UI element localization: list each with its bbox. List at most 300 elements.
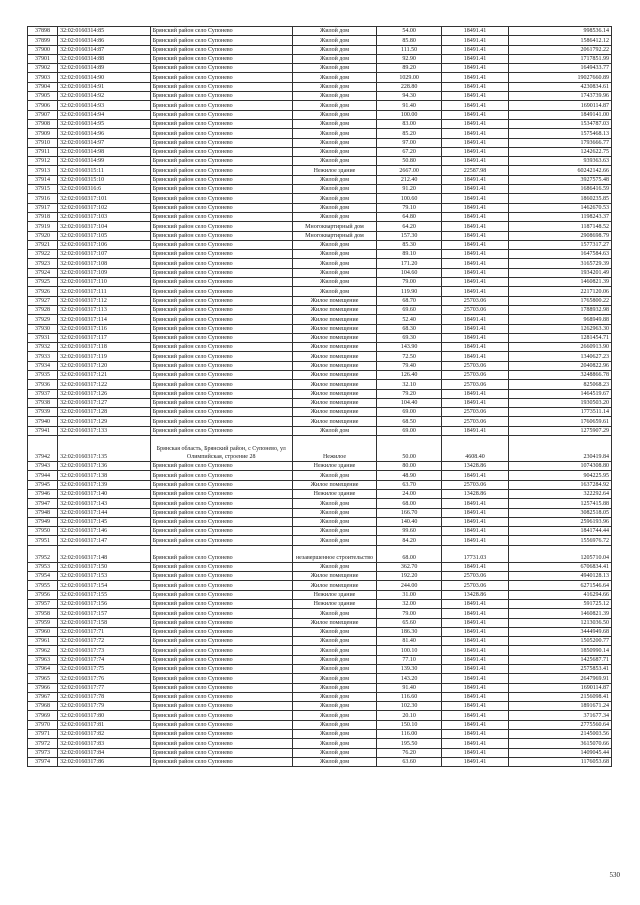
row-number-cell: 37898 bbox=[28, 27, 58, 36]
table-row bbox=[28, 436, 612, 462]
cadastral-value-cell: 3248866.78 bbox=[509, 370, 612, 379]
address-cell: Брянский район село Супонево bbox=[150, 462, 292, 471]
area-cell: 48.90 bbox=[377, 471, 442, 480]
object-type-cell: Жилой дом bbox=[292, 683, 376, 692]
table-row bbox=[28, 147, 612, 156]
row-number-cell: 37948 bbox=[28, 508, 58, 517]
address-cell: Брянский район село Супонево bbox=[150, 27, 292, 36]
cadastral-value-cell: 4230834.61 bbox=[509, 82, 612, 91]
unit-rate-cell: 18491.41 bbox=[441, 110, 508, 119]
object-type-cell: Жилой дом bbox=[292, 250, 376, 259]
cadastral-value-cell: 1462670.53 bbox=[509, 203, 612, 212]
object-type-cell: Жилой дом bbox=[292, 471, 376, 480]
cadastral-value-cell: 1505200.77 bbox=[509, 637, 612, 646]
row-number-cell: 37974 bbox=[28, 757, 58, 766]
row-number-cell: 37923 bbox=[28, 259, 58, 268]
object-type-cell: Жилой дом bbox=[292, 101, 376, 110]
cadastral-value-cell: 1275907.29 bbox=[509, 426, 612, 435]
cadastral-value-cell: 1717851.99 bbox=[509, 54, 612, 63]
object-type-cell: Жилое помещение bbox=[292, 480, 376, 489]
area-cell: 65.60 bbox=[377, 618, 442, 627]
table-row bbox=[28, 692, 612, 701]
address-cell: Брянский район село Супонево bbox=[150, 82, 292, 91]
area-cell: 69.00 bbox=[377, 408, 442, 417]
row-number-cell: 37960 bbox=[28, 627, 58, 636]
row-number-cell: 37916 bbox=[28, 194, 58, 203]
address-cell: Брянский район село Супонево bbox=[150, 599, 292, 608]
cadastral-value-cell: 1409045.44 bbox=[509, 748, 612, 757]
row-number-cell: 37917 bbox=[28, 203, 58, 212]
unit-rate-cell: 18491.41 bbox=[441, 665, 508, 674]
row-number-cell: 37901 bbox=[28, 54, 58, 63]
table-row bbox=[28, 333, 612, 342]
address-cell: Брянский район село Супонево bbox=[150, 305, 292, 314]
address-cell: Брянский район село Супонево bbox=[150, 389, 292, 398]
cadastral-value-cell: 1760659.61 bbox=[509, 417, 612, 426]
row-number-cell: 37903 bbox=[28, 73, 58, 82]
cadastral-number-cell: 32:02:0160317:118 bbox=[58, 343, 151, 352]
table-row bbox=[28, 119, 612, 128]
object-type-cell: Жилой дом bbox=[292, 203, 376, 212]
table-row bbox=[28, 711, 612, 720]
cadastral-value-cell: 1198243.37 bbox=[509, 212, 612, 221]
object-type-cell: Жилой дом bbox=[292, 92, 376, 101]
object-type-cell: Жилой дом bbox=[292, 64, 376, 73]
object-type-cell: Жилой дом bbox=[292, 536, 376, 545]
unit-rate-cell: 25703.06 bbox=[441, 370, 508, 379]
area-cell: 99.60 bbox=[377, 527, 442, 536]
cadastral-number-cell: 32:02:0160317:154 bbox=[58, 581, 151, 590]
row-number-cell: 37935 bbox=[28, 370, 58, 379]
address-cell: Брянская область, Брянский район, с Супонево, ул Олимпийская, строение 28 bbox=[150, 436, 292, 462]
object-type-cell: Жилой дом bbox=[292, 609, 376, 618]
area-cell: 2667.00 bbox=[377, 166, 442, 175]
object-type-cell: Жилое помещение bbox=[292, 305, 376, 314]
object-type-cell: Жилой дом bbox=[292, 268, 376, 277]
object-type-cell: Жилое помещение bbox=[292, 370, 376, 379]
object-type-cell: Нежилое здание bbox=[292, 166, 376, 175]
object-type-cell: Жилой дом bbox=[292, 646, 376, 655]
unit-rate-cell: 18491.41 bbox=[441, 315, 508, 324]
address-cell: Брянский район село Супонево bbox=[150, 36, 292, 45]
area-cell: 79.00 bbox=[377, 278, 442, 287]
cadastral-value-cell: 1793666.77 bbox=[509, 138, 612, 147]
unit-rate-cell: 18491.41 bbox=[441, 73, 508, 82]
object-type-cell: Жилое помещение bbox=[292, 408, 376, 417]
cadastral-number-cell: 32:02:0160314:85 bbox=[58, 27, 151, 36]
cadastral-number-cell: 32:02:0160317:156 bbox=[58, 599, 151, 608]
row-number-cell: 37910 bbox=[28, 138, 58, 147]
cadastral-number-cell: 32:02:0160317:129 bbox=[58, 417, 151, 426]
unit-rate-cell: 13428.86 bbox=[441, 489, 508, 498]
area-cell: 69.00 bbox=[377, 426, 442, 435]
area-cell: 126.40 bbox=[377, 370, 442, 379]
cadastral-value-cell: 1690114.87 bbox=[509, 101, 612, 110]
address-cell: Брянский район село Супонево bbox=[150, 590, 292, 599]
object-type-cell: Жилой дом bbox=[292, 655, 376, 664]
object-type-cell: Жилое помещение bbox=[292, 572, 376, 581]
unit-rate-cell: 18491.41 bbox=[441, 82, 508, 91]
unit-rate-cell: 18491.41 bbox=[441, 101, 508, 110]
area-cell: 94.30 bbox=[377, 92, 442, 101]
row-number-cell: 37933 bbox=[28, 352, 58, 361]
cadastral-number-cell: 32:02:0160317:84 bbox=[58, 748, 151, 757]
address-cell: Брянский район село Супонево bbox=[150, 674, 292, 683]
cadastral-number-cell: 32:02:0160317:120 bbox=[58, 361, 151, 370]
address-cell: Брянский район село Супонево bbox=[150, 489, 292, 498]
unit-rate-cell: 18491.41 bbox=[441, 508, 508, 517]
table-row bbox=[28, 250, 612, 259]
address-cell: Брянский район село Супонево bbox=[150, 203, 292, 212]
row-number-cell: 37951 bbox=[28, 536, 58, 545]
cadastral-value-cell: 6706834.41 bbox=[509, 562, 612, 571]
row-number-cell: 37924 bbox=[28, 268, 58, 277]
address-cell: Брянский район село Супонево bbox=[150, 562, 292, 571]
object-type-cell: Жилой дом bbox=[292, 212, 376, 221]
cadastral-number-cell: 32:02:0160314:99 bbox=[58, 157, 151, 166]
cadastral-number-cell: 32:02:0160317:102 bbox=[58, 203, 151, 212]
cadastral-value-cell: 322292.64 bbox=[509, 489, 612, 498]
cadastral-number-cell: 32:02:0160317:143 bbox=[58, 499, 151, 508]
area-cell: 69.60 bbox=[377, 305, 442, 314]
table-row bbox=[28, 73, 612, 82]
row-number-cell: 37947 bbox=[28, 499, 58, 508]
object-type-cell: Жилой дом bbox=[292, 194, 376, 203]
table-row bbox=[28, 157, 612, 166]
address-cell: Брянский район село Супонево bbox=[150, 119, 292, 128]
address-cell: Брянский район село Супонево bbox=[150, 175, 292, 184]
cadastral-number-cell: 32:02:0160317:144 bbox=[58, 508, 151, 517]
cadastral-value-cell: 1213036.50 bbox=[509, 618, 612, 627]
address-cell: Брянский район село Супонево bbox=[150, 185, 292, 194]
address-cell: Брянский район село Супонево bbox=[150, 609, 292, 618]
unit-rate-cell: 18491.41 bbox=[441, 352, 508, 361]
row-number-cell: 37921 bbox=[28, 240, 58, 249]
area-cell: 119.90 bbox=[377, 287, 442, 296]
unit-rate-cell: 17731.03 bbox=[441, 545, 508, 562]
address-cell: Брянский район село Супонево bbox=[150, 287, 292, 296]
unit-rate-cell: 18491.41 bbox=[441, 627, 508, 636]
table-row bbox=[28, 683, 612, 692]
address-cell: Брянский район село Супонево bbox=[150, 720, 292, 729]
cadastral-value-cell: 1460821.39 bbox=[509, 278, 612, 287]
object-type-cell: Жилой дом bbox=[292, 730, 376, 739]
object-type-cell: Жилое помещение bbox=[292, 398, 376, 407]
row-number-cell: 37963 bbox=[28, 655, 58, 664]
unit-rate-cell: 18491.41 bbox=[441, 231, 508, 240]
row-number-cell: 37959 bbox=[28, 618, 58, 627]
table-row bbox=[28, 82, 612, 91]
row-number-cell: 37961 bbox=[28, 637, 58, 646]
table-row bbox=[28, 702, 612, 711]
area-cell: 212.40 bbox=[377, 175, 442, 184]
area-cell: 54.00 bbox=[377, 27, 442, 36]
unit-rate-cell: 25703.06 bbox=[441, 572, 508, 581]
unit-rate-cell: 18491.41 bbox=[441, 203, 508, 212]
table-row bbox=[28, 370, 612, 379]
cadastral-number-cell: 32:02:0160314:95 bbox=[58, 119, 151, 128]
cadastral-value-cell: 230419.84 bbox=[509, 436, 612, 462]
cadastral-number-cell: 32:02:0160315:10 bbox=[58, 175, 151, 184]
area-cell: 1029.00 bbox=[377, 73, 442, 82]
unit-rate-cell: 18491.41 bbox=[441, 692, 508, 701]
unit-rate-cell: 18491.41 bbox=[441, 674, 508, 683]
area-cell: 52.40 bbox=[377, 315, 442, 324]
unit-rate-cell: 18491.41 bbox=[441, 278, 508, 287]
table-row bbox=[28, 462, 612, 471]
row-number-cell: 37925 bbox=[28, 278, 58, 287]
area-cell: 69.30 bbox=[377, 333, 442, 342]
object-type-cell: Жилой дом bbox=[292, 175, 376, 184]
cadastral-value-cell: 1340627.23 bbox=[509, 352, 612, 361]
unit-rate-cell: 18491.41 bbox=[441, 212, 508, 221]
cadastral-value-cell: 1934201.49 bbox=[509, 268, 612, 277]
object-type-cell: Жилой дом bbox=[292, 110, 376, 119]
cadastral-number-cell: 32:02:0160314:90 bbox=[58, 73, 151, 82]
unit-rate-cell: 13428.86 bbox=[441, 590, 508, 599]
row-number-cell: 37902 bbox=[28, 64, 58, 73]
area-cell: 100.60 bbox=[377, 194, 442, 203]
unit-rate-cell: 18491.41 bbox=[441, 757, 508, 766]
address-cell: Брянский район село Супонево bbox=[150, 426, 292, 435]
row-number-cell: 37964 bbox=[28, 665, 58, 674]
object-type-cell: Жилой дом bbox=[292, 739, 376, 748]
address-cell: Брянский район село Супонево bbox=[150, 315, 292, 324]
object-type-cell: Жилой дом bbox=[292, 27, 376, 36]
cadastral-number-cell: 32:02:0160317:74 bbox=[58, 655, 151, 664]
cadastral-number-cell: 32:02:0160316:6 bbox=[58, 185, 151, 194]
table-row bbox=[28, 508, 612, 517]
object-type-cell: Нежилое здание bbox=[292, 462, 376, 471]
row-number-cell: 37953 bbox=[28, 562, 58, 571]
row-number-cell: 37965 bbox=[28, 674, 58, 683]
object-type-cell: Жилой дом bbox=[292, 562, 376, 571]
table-row bbox=[28, 599, 612, 608]
address-cell: Брянский район село Супонево bbox=[150, 480, 292, 489]
area-cell: 68.00 bbox=[377, 545, 442, 562]
unit-rate-cell: 18491.41 bbox=[441, 175, 508, 184]
address-cell: Брянский район село Супонево bbox=[150, 324, 292, 333]
address-cell: Брянский район село Супонево bbox=[150, 739, 292, 748]
cadastral-value-cell: 1074308.80 bbox=[509, 462, 612, 471]
cadastral-value-cell: 2156098.41 bbox=[509, 692, 612, 701]
unit-rate-cell: 18491.41 bbox=[441, 36, 508, 45]
cadastral-value-cell: 998536.14 bbox=[509, 27, 612, 36]
address-cell: Брянский район село Супонево bbox=[150, 333, 292, 342]
unit-rate-cell: 25703.06 bbox=[441, 408, 508, 417]
area-cell: 195.50 bbox=[377, 739, 442, 748]
address-cell: Брянский район село Супонево bbox=[150, 646, 292, 655]
area-cell: 20.10 bbox=[377, 711, 442, 720]
cadastral-number-cell: 32:02:0160317:79 bbox=[58, 702, 151, 711]
area-cell: 102.30 bbox=[377, 702, 442, 711]
row-number-cell: 37962 bbox=[28, 646, 58, 655]
row-number-cell: 37972 bbox=[28, 739, 58, 748]
cadastral-value-cell: 2061792.22 bbox=[509, 45, 612, 54]
page-number: 530 bbox=[609, 871, 620, 879]
cadastral-number-cell: 32:02:0160317:119 bbox=[58, 352, 151, 361]
row-number-cell: 37919 bbox=[28, 222, 58, 231]
object-type-cell: Жилой дом bbox=[292, 147, 376, 156]
address-cell: Брянский район село Супонево bbox=[150, 194, 292, 203]
table-row bbox=[28, 499, 612, 508]
address-cell: Брянский район село Супонево bbox=[150, 64, 292, 73]
table-row bbox=[28, 175, 612, 184]
unit-rate-cell: 18491.41 bbox=[441, 119, 508, 128]
cadastral-number-cell: 32:02:0160317:150 bbox=[58, 562, 151, 571]
address-cell: Брянский район село Супонево bbox=[150, 730, 292, 739]
area-cell: 89.20 bbox=[377, 64, 442, 73]
cadastral-value-cell: 3165729.39 bbox=[509, 259, 612, 268]
object-type-cell: Жилой дом bbox=[292, 157, 376, 166]
row-number-cell: 37931 bbox=[28, 333, 58, 342]
cadastral-value-cell: 2145003.56 bbox=[509, 730, 612, 739]
unit-rate-cell: 25703.06 bbox=[441, 380, 508, 389]
cadastral-number-cell: 32:02:0160317:103 bbox=[58, 212, 151, 221]
area-cell: 79.00 bbox=[377, 609, 442, 618]
unit-rate-cell: 25703.06 bbox=[441, 480, 508, 489]
table-row bbox=[28, 665, 612, 674]
area-cell: 100.10 bbox=[377, 646, 442, 655]
unit-rate-cell: 18491.41 bbox=[441, 527, 508, 536]
address-cell: Брянский район село Супонево bbox=[150, 166, 292, 175]
object-type-cell: Жилое помещение bbox=[292, 618, 376, 627]
cadastral-value-cell: 1647584.63 bbox=[509, 250, 612, 259]
unit-rate-cell: 18491.41 bbox=[441, 45, 508, 54]
row-number-cell: 37955 bbox=[28, 581, 58, 590]
cadastral-number-cell: 32:02:0160317:157 bbox=[58, 609, 151, 618]
table-row bbox=[28, 637, 612, 646]
address-cell: Брянский район село Супонево bbox=[150, 508, 292, 517]
object-type-cell: Жилой дом bbox=[292, 240, 376, 249]
cadastral-value-cell: 968949.88 bbox=[509, 315, 612, 324]
address-cell: Брянский район село Супонево bbox=[150, 545, 292, 562]
address-cell: Брянский район село Супонево bbox=[150, 157, 292, 166]
row-number-cell: 37911 bbox=[28, 147, 58, 156]
cadastral-number-cell: 32:02:0160317:104 bbox=[58, 222, 151, 231]
table-row bbox=[28, 572, 612, 581]
object-type-cell: Жилой дом bbox=[292, 73, 376, 82]
table-row bbox=[28, 259, 612, 268]
area-cell: 83.00 bbox=[377, 119, 442, 128]
cadastral-number-cell: 32:02:0160317:72 bbox=[58, 637, 151, 646]
unit-rate-cell: 18491.41 bbox=[441, 720, 508, 729]
object-type-cell: Жилой дом bbox=[292, 637, 376, 646]
cadastral-value-cell: 3615070.66 bbox=[509, 739, 612, 748]
unit-rate-cell: 18491.41 bbox=[441, 499, 508, 508]
area-cell: 80.00 bbox=[377, 462, 442, 471]
address-cell: Брянский район село Супонево bbox=[150, 212, 292, 221]
object-type-cell: Жилое помещение bbox=[292, 324, 376, 333]
unit-rate-cell: 18491.41 bbox=[441, 54, 508, 63]
cadastral-value-cell: 2908698.79 bbox=[509, 231, 612, 240]
area-cell: 67.20 bbox=[377, 147, 442, 156]
cadastral-number-cell: 32:02:0160317:148 bbox=[58, 545, 151, 562]
cadastral-value-cell: 3082518.05 bbox=[509, 508, 612, 517]
address-cell: Брянский район село Супонево bbox=[150, 343, 292, 352]
unit-rate-cell: 18491.41 bbox=[441, 618, 508, 627]
area-cell: 104.60 bbox=[377, 268, 442, 277]
cadastral-number-cell: 32:02:0160317:83 bbox=[58, 739, 151, 748]
table-row bbox=[28, 27, 612, 36]
cadastral-number-cell: 32:02:0160317:109 bbox=[58, 268, 151, 277]
area-cell: 228.80 bbox=[377, 82, 442, 91]
address-cell: Брянский район село Супонево bbox=[150, 222, 292, 231]
cadastral-value-cell: 1637284.92 bbox=[509, 480, 612, 489]
object-type-cell: Нежилое здание bbox=[292, 489, 376, 498]
row-number-cell: 37954 bbox=[28, 572, 58, 581]
unit-rate-cell: 18491.41 bbox=[441, 324, 508, 333]
cadastral-number-cell: 32:02:0160314:89 bbox=[58, 64, 151, 73]
address-cell: Брянский район село Супонево bbox=[150, 692, 292, 701]
area-cell: 64.80 bbox=[377, 212, 442, 221]
address-cell: Брянский район село Супонево bbox=[150, 250, 292, 259]
address-cell: Брянский район село Супонево bbox=[150, 240, 292, 249]
cadastral-number-cell: 32:02:0160317:146 bbox=[58, 527, 151, 536]
area-cell: 244.00 bbox=[377, 581, 442, 590]
row-number-cell: 37970 bbox=[28, 720, 58, 729]
table-row bbox=[28, 203, 612, 212]
area-cell: 31.00 bbox=[377, 590, 442, 599]
table-row bbox=[28, 590, 612, 599]
address-cell: Брянский район село Супонево bbox=[150, 361, 292, 370]
row-number-cell: 37940 bbox=[28, 417, 58, 426]
cadastral-value-cell: 2647969.91 bbox=[509, 674, 612, 683]
table-row bbox=[28, 674, 612, 683]
address-cell: Брянский район село Супонево bbox=[150, 627, 292, 636]
area-cell: 24.00 bbox=[377, 489, 442, 498]
cadastral-number-cell: 32:02:0160314:94 bbox=[58, 110, 151, 119]
row-number-cell: 37934 bbox=[28, 361, 58, 370]
table-row bbox=[28, 343, 612, 352]
cadastral-number-cell: 32:02:0160317:122 bbox=[58, 380, 151, 389]
cadastral-number-cell: 32:02:0160317:126 bbox=[58, 389, 151, 398]
unit-rate-cell: 25703.06 bbox=[441, 305, 508, 314]
cadastral-value-cell: 3444949.68 bbox=[509, 627, 612, 636]
table-row bbox=[28, 739, 612, 748]
address-cell: Брянский район село Супонево bbox=[150, 702, 292, 711]
row-number-cell: 37968 bbox=[28, 702, 58, 711]
object-type-cell: Жилой дом bbox=[292, 119, 376, 128]
cadastral-number-cell: 32:02:0160317:147 bbox=[58, 536, 151, 545]
cadastral-number-cell: 32:02:0160317:111 bbox=[58, 287, 151, 296]
unit-rate-cell: 18491.41 bbox=[441, 599, 508, 608]
cadastral-value-cell: 1534787.03 bbox=[509, 119, 612, 128]
area-cell: 63.60 bbox=[377, 757, 442, 766]
object-type-cell: Жилой дом bbox=[292, 757, 376, 766]
row-number-cell: 37914 bbox=[28, 175, 58, 184]
unit-rate-cell: 18491.41 bbox=[441, 609, 508, 618]
address-cell: Брянский район село Супонево bbox=[150, 370, 292, 379]
table-body bbox=[28, 27, 612, 767]
table-row bbox=[28, 562, 612, 571]
cadastral-number-cell: 32:02:0160317:82 bbox=[58, 730, 151, 739]
cadastral-number-cell: 32:02:0160317:139 bbox=[58, 480, 151, 489]
cadastral-value-cell: 1205710.04 bbox=[509, 545, 612, 562]
row-number-cell: 37922 bbox=[28, 250, 58, 259]
object-type-cell: Жилое помещение bbox=[292, 417, 376, 426]
unit-rate-cell: 18491.41 bbox=[441, 92, 508, 101]
object-type-cell: Жилой дом bbox=[292, 517, 376, 526]
object-type-cell: Жилой дом bbox=[292, 54, 376, 63]
cadastral-number-cell: 32:02:0160317:140 bbox=[58, 489, 151, 498]
area-cell: 68.00 bbox=[377, 499, 442, 508]
unit-rate-cell: 18491.41 bbox=[441, 517, 508, 526]
row-number-cell: 37899 bbox=[28, 36, 58, 45]
object-type-cell: Жилое помещение bbox=[292, 361, 376, 370]
cadastral-number-cell: 32:02:0160317:114 bbox=[58, 315, 151, 324]
cadastral-value-cell: 939363.63 bbox=[509, 157, 612, 166]
